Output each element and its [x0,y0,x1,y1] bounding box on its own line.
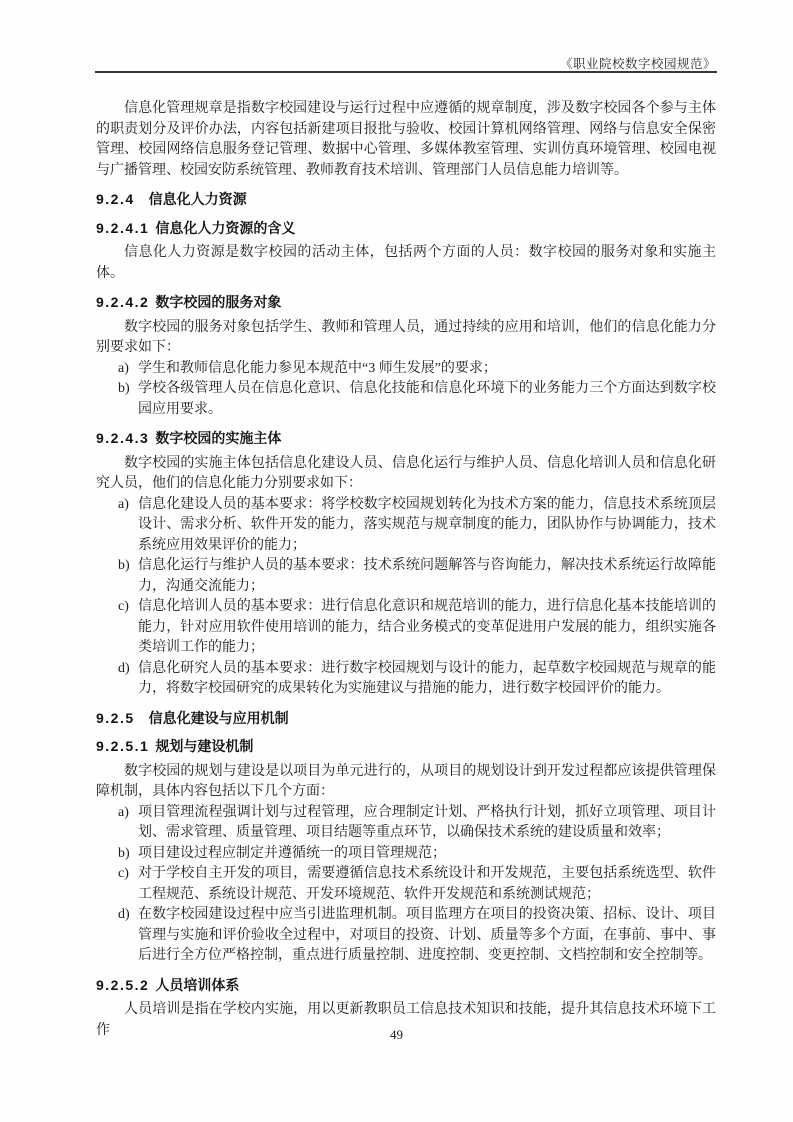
list-item-text: 学校各级管理人员在信息化意识、信息化技能和信息化环境下的业务能力三个方面达到数字校园应用要求。 [138,381,716,417]
list-item-text: 项目建设过程应制定并遵循统一的项目管理规范； [138,845,446,861]
list-item [96,659,716,700]
ordered-list [96,495,716,700]
list-item-text: 信息化研究人员的基本要求：进行数字校园规划与设计的能力，起草数字校园规范与规章的能力，将数字校园研究的成果转化为实施建议与措施的能力，进行数字校园评价的能力。 [138,660,716,696]
list-item-text: 在数字校园建设过程中应当引进监理机制。项目监理方在项目的投资决策、招标、设计、项目管理与实施和评价验收全过程中，对项目的投资、计划、质量等多个方面，在事前、事中、事后进行全方位严格控制，重点进行质量控制、进度控制、变更控制、文档控制和安全控制等。 [138,907,716,963]
list-item-text: 项目管理流程强调计划与过程管理，应合理制定计划、严格执行计划，抓好立项管理、项目计划、需求管理、质量管理、项目结题等重点环节，以确保技术系统的建设质量和效率； [138,804,716,840]
list-marker: b) [118,381,130,396]
page-number: 49 [390,1027,403,1042]
section-title: 规划与建设机制 [155,738,254,754]
list-item [96,803,716,844]
list-marker: c) [118,599,129,614]
section-title: 信息化人力资源 [148,191,247,207]
running-header [95,54,716,72]
list-item [96,379,716,420]
list-item [96,556,716,597]
list-marker: a) [118,496,129,512]
list-marker: d) [118,907,130,922]
document-body [96,99,716,1041]
list-marker: d) [118,660,130,676]
list-item [96,844,716,865]
paragraph: 人员培训是指在学校内实施，用以更新教职员工信息技术知识和技能，提升其信息技术环境下工作 [96,1002,716,1038]
section-title: 信息化人力资源的含义 [155,219,296,236]
list-marker: b) [118,845,130,861]
header-rule [95,71,717,73]
section-title: 信息化建设与应用机制 [148,709,289,726]
ordered-list [96,359,716,421]
section-number: 9.2.5 [96,709,135,726]
paragraph: 信息化人力资源是数字校园的活动主体，包括两个方面的人员：数字校园的服务对象和实施主体。 [96,245,716,281]
list-marker: a) [118,804,129,820]
section-number: 9.2.4.2 [96,294,150,310]
list-marker: b) [118,558,130,573]
section-number: 9.2.4.1 [96,219,150,236]
list-item-text: 信息化运行与维护人员的基本要求：技术系统问题解答与咨询能力，解决技术系统运行故障能力，沟通交流能力； [138,558,716,594]
list-item-text: 学生和教师信息化能力参见本规范中“3 师生发展”的要求； [138,360,497,376]
section-number: 9.2.5.2 [96,976,150,993]
paragraph: 信息化管理规章是指数字校园建设与运行过程中应遵循的规章制度，涉及数字校园各个参与主体的职责划分及评价办法，内容包括新建项目报批与验收、校园计算机网络管理、网络与信息安全保密管理、校园网络信息服务登记管理、数据中心管理、多媒体教室管理、实训仿真环境管理、校园电视与广播管理、校园安防系统管理、教师教育技术培训、管理部门人员信息能力培训等。 [96,101,716,178]
list-item [96,905,716,967]
list-marker: a) [118,360,129,376]
list-item [96,359,716,380]
list-item [96,495,716,557]
section-number: 9.2.5.1 [96,738,150,754]
section-title: 人员培训体系 [155,976,240,993]
document-title: 《职业院校数字校园规范》 [559,57,716,71]
section-heading [96,975,716,996]
list-item-text: 对于学校自主开发的项目，需要遵循信息技术系统设计和开发规范，主要包括系统选型、软件工程规范、系统设计规范、开发环境规范、软件开发规范和系统测试规范； [138,866,716,902]
section-number: 9.2.4.3 [96,430,150,446]
list-item-text: 信息化培训人员的基本要求：进行信息化意识和规范培训的能力，进行信息化基本技能培训的能力，针对应用软件使用培训的能力，结合业务模式的变革促进用户发展的能力，组织实施各类培训工作的能力； [138,599,716,655]
page-footer [0,1027,793,1043]
paragraph: 数字校园的服务对象包括学生、教师和管理人员，通过持续的应用和培训，他们的信息化能力分别要求如下： [96,319,716,355]
section-title: 数字校园的服务对象 [155,294,282,310]
list-item-text: 信息化建设人员的基本要求：将学校数字校园规划转化为技术方案的能力，信息技术系统顶层设计、需求分析、软件开发的能力，落实规范与规章制度的能力，团队协作与协调能力，技术系统应用效果评价的能力； [138,496,716,553]
list-item [96,597,716,659]
section-heading [96,218,716,239]
section-title: 数字校园的实施主体 [155,430,282,446]
paragraph: 数字校园的规划与建设是以项目为单元进行的，从项目的规划设计到开发过程都应该提供管理保障机制，具体内容包括以下几个方面： [96,763,716,799]
paragraph: 数字校园的实施主体包括信息化建设人员、信息化运行与维护人员、信息化培训人员和信息化研究人员，他们的信息化能力分别要求如下： [96,455,716,491]
section-heading [96,189,716,210]
list-item [96,864,716,905]
section-heading [96,292,716,313]
ordered-list [96,803,716,967]
section-heading [96,428,716,449]
list-marker: c) [118,866,129,881]
section-heading [96,708,716,729]
section-heading [96,736,716,757]
section-number: 9.2.4 [96,191,135,207]
